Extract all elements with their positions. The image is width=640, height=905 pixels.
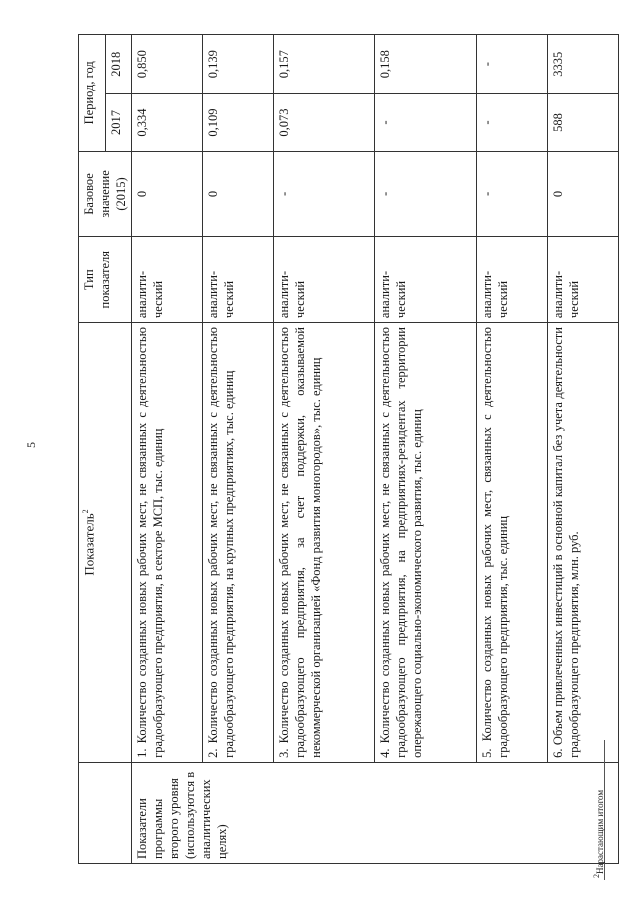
type-cell: аналити-ческий <box>132 237 203 323</box>
value-2017-cell: 0,109 <box>202 94 273 151</box>
indicators-table <box>78 34 619 864</box>
base-cell: 0 <box>548 151 619 237</box>
value-2018-cell: - <box>477 35 548 94</box>
base-cell: 0 <box>132 151 203 237</box>
indicator-cell: 4. Количество созданных новых рабочих мест, не связанных с деятельностью градообразующего предприятия, на предприятиях-резидентах территории опережающего социально-экономического развития, тыс. единиц <box>375 323 477 763</box>
table-row <box>132 35 203 864</box>
footnote-mark: 2 <box>592 874 601 878</box>
value-2017-cell: 0,334 <box>132 94 203 151</box>
indicator-header <box>79 323 132 763</box>
value-2017-cell: - <box>477 94 548 151</box>
type-cell: аналити-ческий <box>375 237 477 323</box>
base-cell: - <box>273 151 375 237</box>
indicator-cell: 6. Объем привлеченных инвестиций в основной капитал без учета деятельности градообразующего предприятия, млн. руб. <box>548 323 619 763</box>
year-header-2017: 2017 <box>105 94 132 151</box>
indicator-cell: 1. Количество созданных новых рабочих мест, не связанных с деятельностью градообразующего предприятия, в секторе МСП, тыс. единиц <box>132 323 203 763</box>
group-header-cell <box>79 762 132 863</box>
value-2018-cell: 0,158 <box>375 35 477 94</box>
indicator-header-label: Показатель <box>81 513 97 576</box>
base-cell: - <box>375 151 477 237</box>
footnote-text: Нарастающим итогом <box>595 789 605 874</box>
footnote <box>592 790 605 878</box>
table-row <box>273 35 375 864</box>
base-header: Базовое значение (2015) <box>79 151 132 237</box>
type-header: Тип показателя <box>79 237 132 323</box>
indicator-cell: 2. Количество созданных новых рабочих мест, не связанных с деятельностью градообразующего предприятия, на крупных предприятиях, тыс. единиц <box>202 323 273 763</box>
value-2018-cell: 0,850 <box>132 35 203 94</box>
table-row <box>548 35 619 864</box>
type-cell: аналити-ческий <box>548 237 619 323</box>
indicator-cell: 3. Количество созданных новых рабочих мест, не связанных с деятельностью градообразующего предприятия, за счет поддержки, оказываемой некоммерческой организацией «Фонд развития моногородов», тыс. единиц <box>273 323 375 763</box>
value-2018-cell: 0,139 <box>202 35 273 94</box>
type-cell: аналити-ческий <box>273 237 375 323</box>
base-cell: 0 <box>202 151 273 237</box>
footnote-ref: 2 <box>81 509 90 514</box>
year-header-2018: 2018 <box>105 35 132 94</box>
value-2018-cell: 0,157 <box>273 35 375 94</box>
value-2018-cell: 3335 <box>548 35 619 94</box>
rotated-table-container <box>78 34 608 864</box>
value-2017-cell: 588 <box>548 94 619 151</box>
period-header: Период, год <box>79 35 106 152</box>
table-row <box>375 35 477 864</box>
value-2017-cell: - <box>375 94 477 151</box>
table-row <box>477 35 548 864</box>
value-2017-cell: 0,073 <box>273 94 375 151</box>
group-label: Показатели программы второго уровня (используются в аналитических целях) <box>132 762 619 863</box>
type-cell: аналити-ческий <box>202 237 273 323</box>
base-cell: - <box>477 151 548 237</box>
header-row <box>79 35 106 864</box>
page-number: 5 <box>24 442 38 448</box>
indicator-cell: 5. Количество созданных новых рабочих мест, связанных с деятельностью градообразующего предприятия, тыс. единиц <box>477 323 548 763</box>
table-row <box>202 35 273 864</box>
type-cell: аналити-ческий <box>477 237 548 323</box>
